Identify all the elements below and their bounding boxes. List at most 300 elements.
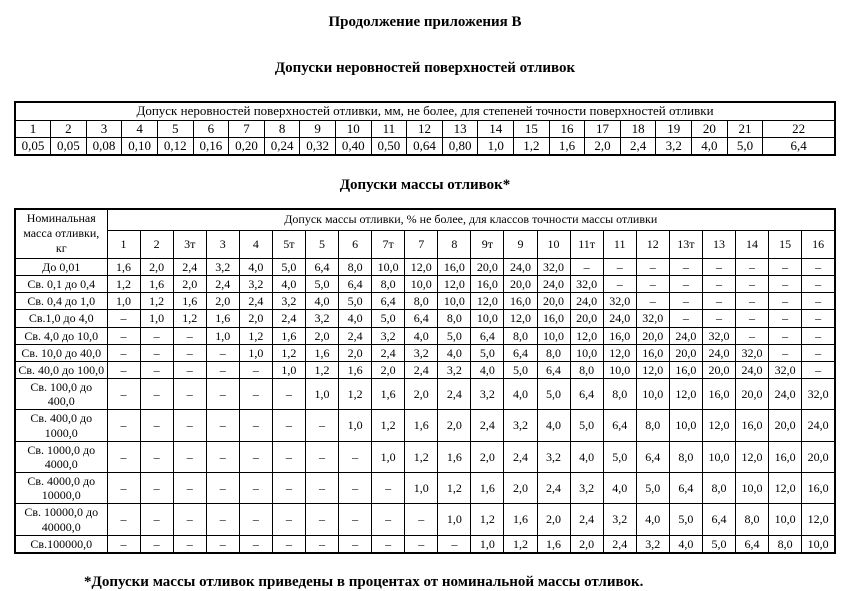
mass-tolerance-cell: –	[239, 361, 272, 378]
mass-class-cell: 2	[140, 231, 173, 259]
tolerance-value-cell: 4,0	[692, 137, 728, 155]
mass-tolerance-cell: 3,2	[239, 276, 272, 293]
tolerance-value-cell: 0,20	[229, 137, 265, 155]
surface-header-row	[15, 102, 835, 120]
mass-tolerance-cell: –	[107, 410, 140, 441]
mass-tolerance-cell: 32,0	[769, 361, 802, 378]
mass-tolerance-cell: 16,0	[603, 327, 636, 344]
mass-tolerance-cell: 3,2	[272, 293, 305, 310]
tolerance-value-cell: 1,2	[514, 137, 550, 155]
mass-tolerance-cell: 32,0	[802, 379, 835, 410]
mass-class-cell: 1	[107, 231, 140, 259]
mass-tolerance-cell: –	[107, 441, 140, 472]
mass-tolerance-cell: 6,4	[372, 293, 405, 310]
mass-tolerance-cell: 8,0	[735, 504, 768, 535]
mass-tolerance-cell: –	[206, 379, 239, 410]
mass-tolerance-cell: 6,4	[339, 276, 372, 293]
mass-tolerance-cell: 1,2	[372, 410, 405, 441]
mass-tolerance-cell: 1,6	[140, 276, 173, 293]
mass-tolerance-cell: –	[272, 379, 305, 410]
mass-tolerance-cell: –	[173, 535, 206, 553]
mass-tolerance-cell: –	[239, 473, 272, 504]
mass-tolerance-cell: –	[339, 535, 372, 553]
mass-tolerance-cell: 20,0	[769, 410, 802, 441]
mass-tolerance-cell: 5,0	[570, 410, 603, 441]
mass-tolerance-cell: 2,4	[206, 276, 239, 293]
mass-tolerance-cell: –	[769, 293, 802, 310]
mass-tolerance-cell: –	[206, 473, 239, 504]
tolerance-value-cell: 0,40	[335, 137, 371, 155]
mass-tolerance-cell: 16,0	[802, 473, 835, 504]
mass-tolerance-cell: –	[173, 504, 206, 535]
tolerance-value-cell: 0,10	[122, 137, 158, 155]
mass-tolerance-cell: –	[173, 327, 206, 344]
mass-tolerance-cell: –	[107, 327, 140, 344]
mass-tolerance-cell: 1,2	[173, 310, 206, 327]
mass-tolerance-cell: 8,0	[702, 473, 735, 504]
mass-tolerance-cell: –	[802, 310, 835, 327]
mass-tolerance-cell: 1,6	[107, 259, 140, 276]
mass-tolerance-cell: 6,4	[669, 473, 702, 504]
page-title: Продолжение приложения В	[328, 14, 522, 30]
mass-tolerance-cell: 5,0	[669, 504, 702, 535]
mass-tolerance-cell: 8,0	[339, 259, 372, 276]
mass-tolerance-cell: 12,0	[405, 259, 438, 276]
mass-tolerance-cell: 20,0	[636, 327, 669, 344]
mass-tolerance-table	[14, 208, 836, 554]
mass-tolerance-cell: –	[669, 276, 702, 293]
degree-cell: 9	[300, 120, 336, 137]
mass-class-cell: 3т	[173, 231, 206, 259]
mass-tolerance-cell: 3,2	[504, 410, 537, 441]
tolerance-value-cell: 1,6	[549, 137, 585, 155]
mass-tolerance-cell: 10,0	[636, 379, 669, 410]
mass-tolerance-cell: 2,0	[405, 379, 438, 410]
mass-tolerance-cell: 1,0	[372, 441, 405, 472]
mass-tolerance-cell: 5,0	[305, 276, 338, 293]
mass-tolerance-cell: 4,0	[669, 535, 702, 553]
mass-tolerance-cell: –	[305, 504, 338, 535]
mass-tolerance-cell: 1,2	[471, 504, 504, 535]
mass-tolerance-cell: 1,2	[438, 473, 471, 504]
mass-tolerance-cell: 2,4	[272, 310, 305, 327]
degree-cell: 18	[620, 120, 656, 137]
mass-table-row	[15, 293, 835, 310]
mass-range-cell: Св. 4000,0 до 10000,0	[15, 473, 107, 504]
mass-tolerance-cell: –	[206, 344, 239, 361]
mass-table-row	[15, 361, 835, 378]
tolerance-value-cell: 0,12	[157, 137, 193, 155]
mass-tolerance-cell: 2,0	[206, 293, 239, 310]
mass-tolerance-cell: 2,4	[603, 535, 636, 553]
mass-tolerance-cell: 4,0	[504, 379, 537, 410]
tolerance-value-cell: 0,64	[407, 137, 443, 155]
mass-tolerance-cell: 6,4	[636, 441, 669, 472]
mass-tolerance-cell: 1,6	[471, 473, 504, 504]
mass-tolerance-cell: –	[669, 259, 702, 276]
mass-tolerance-cell: –	[735, 293, 768, 310]
mass-table-row	[15, 473, 835, 504]
mass-tolerance-cell: –	[372, 535, 405, 553]
mass-tolerance-cell: 1,6	[405, 410, 438, 441]
mass-tolerance-cell: 20,0	[669, 344, 702, 361]
mass-tolerance-cell: –	[272, 473, 305, 504]
mass-table-row	[15, 276, 835, 293]
mass-tolerance-cell: 16,0	[769, 441, 802, 472]
mass-tolerance-cell: 1,2	[305, 361, 338, 378]
mass-tolerance-cell: 2,0	[537, 504, 570, 535]
mass-tolerance-cell: –	[769, 310, 802, 327]
mass-tolerance-cell: 1,0	[471, 535, 504, 553]
surface-section-title: Допуски неровностей поверхностей отливок	[274, 60, 576, 76]
degree-cell: 19	[656, 120, 692, 137]
mass-tolerance-cell: –	[802, 293, 835, 310]
mass-class-cell: 11	[603, 231, 636, 259]
mass-tolerance-cell: 1,2	[239, 327, 272, 344]
mass-range-cell: Св. 400,0 до 1000,0	[15, 410, 107, 441]
mass-table-row	[15, 344, 835, 361]
mass-tolerance-cell: –	[272, 410, 305, 441]
mass-tolerance-cell: –	[769, 259, 802, 276]
mass-tolerance-cell: 3,2	[438, 361, 471, 378]
mass-table-row	[15, 504, 835, 535]
mass-tolerance-cell: 5,0	[702, 535, 735, 553]
mass-tolerance-cell: 1,0	[239, 344, 272, 361]
mass-tolerance-cell: 32,0	[636, 310, 669, 327]
mass-tolerance-cell: –	[802, 276, 835, 293]
degree-cell: 16	[549, 120, 585, 137]
mass-header-row	[15, 209, 835, 231]
mass-tolerance-cell: 1,6	[438, 441, 471, 472]
mass-tolerance-cell: –	[107, 379, 140, 410]
mass-tolerance-cell: 2,0	[140, 259, 173, 276]
mass-class-cell: 8	[438, 231, 471, 259]
mass-tolerance-cell: 1,0	[305, 379, 338, 410]
mass-tolerance-cell: 2,0	[173, 276, 206, 293]
mass-tolerance-cell: 12,0	[735, 441, 768, 472]
mass-class-cell: 7т	[372, 231, 405, 259]
mass-tolerance-cell: 3,2	[603, 504, 636, 535]
mass-tolerance-cell: 20,0	[735, 379, 768, 410]
mass-tolerance-cell: –	[305, 441, 338, 472]
mass-tolerance-cell: 1,0	[272, 361, 305, 378]
mass-class-cell: 9т	[471, 231, 504, 259]
degree-cell: 4	[122, 120, 158, 137]
mass-tolerance-cell: –	[239, 410, 272, 441]
mass-tolerance-cell: –	[173, 441, 206, 472]
mass-table-row	[15, 379, 835, 410]
mass-tolerance-cell: –	[173, 473, 206, 504]
mass-tolerance-cell: 1,6	[372, 379, 405, 410]
mass-tolerance-cell: –	[140, 441, 173, 472]
tolerance-value-cell: 5,0	[727, 137, 763, 155]
mass-table-body	[15, 259, 835, 553]
mass-tolerance-cell: 4,0	[339, 310, 372, 327]
mass-table-row	[15, 259, 835, 276]
mass-tolerance-cell: 4,0	[570, 441, 603, 472]
mass-tolerance-cell: 10,0	[735, 473, 768, 504]
mass-tolerance-cell: 16,0	[702, 379, 735, 410]
mass-tolerance-cell: 2,4	[570, 504, 603, 535]
mass-tolerance-cell: –	[173, 344, 206, 361]
mass-tolerance-cell: 10,0	[372, 259, 405, 276]
tolerance-value-cell: 0,80	[442, 137, 478, 155]
mass-tolerance-cell: 8,0	[504, 327, 537, 344]
mass-class-cell: 11т	[570, 231, 603, 259]
mass-tolerance-cell: –	[140, 410, 173, 441]
mass-tolerance-cell: 3,2	[305, 310, 338, 327]
mass-tolerance-cell: 20,0	[702, 361, 735, 378]
mass-tolerance-cell: 1,6	[173, 293, 206, 310]
mass-tolerance-cell: 2,4	[471, 410, 504, 441]
mass-tolerance-cell: 10,0	[405, 276, 438, 293]
mass-section-title: Допуски массы отливок*	[339, 176, 511, 193]
mass-tolerance-cell: 12,0	[504, 310, 537, 327]
mass-tolerance-cell: 16,0	[537, 310, 570, 327]
mass-tolerance-cell: –	[173, 361, 206, 378]
mass-tolerance-cell: –	[272, 441, 305, 472]
mass-tolerance-cell: –	[702, 293, 735, 310]
mass-tolerance-cell: 1,6	[339, 361, 372, 378]
mass-tolerance-cell: 1,2	[504, 535, 537, 553]
mass-class-cell: 4	[239, 231, 272, 259]
degree-cell: 5	[157, 120, 193, 137]
mass-tolerance-cell: 1,2	[107, 276, 140, 293]
mass-tolerance-cell: 12,0	[636, 361, 669, 378]
mass-tolerance-cell: 2,0	[339, 344, 372, 361]
mass-tolerance-cell: 2,4	[239, 293, 272, 310]
mass-tolerance-cell: 12,0	[438, 276, 471, 293]
mass-tolerance-cell: –	[140, 379, 173, 410]
mass-tolerance-cell: 1,0	[339, 410, 372, 441]
mass-tolerance-cell: 12,0	[769, 473, 802, 504]
mass-tolerance-cell: –	[206, 504, 239, 535]
mass-range-cell: Св. 10,0 до 40,0	[15, 344, 107, 361]
mass-tolerance-cell: 10,0	[603, 361, 636, 378]
mass-tolerance-cell: 2,4	[537, 473, 570, 504]
tolerance-value-cell: 0,50	[371, 137, 407, 155]
mass-tolerance-cell: 10,0	[570, 344, 603, 361]
mass-tolerance-cell: –	[107, 310, 140, 327]
mass-tolerance-cell: 12,0	[669, 379, 702, 410]
mass-range-cell: Св. 100,0 до 400,0	[15, 379, 107, 410]
degree-cell: 3	[86, 120, 122, 137]
mass-tolerance-cell: 6,4	[570, 379, 603, 410]
mass-class-cell: 10	[537, 231, 570, 259]
mass-tolerance-cell: 1,2	[339, 379, 372, 410]
mass-tolerance-cell: 24,0	[669, 327, 702, 344]
mass-tolerance-cell: –	[802, 327, 835, 344]
mass-tolerance-cell: 6,4	[735, 535, 768, 553]
footnote: *Допуски массы отливок приведены в процентах от номинальной массы отливок.	[84, 573, 644, 590]
mass-tolerance-cell: 1,0	[438, 504, 471, 535]
mass-tolerance-cell: –	[206, 535, 239, 553]
mass-tolerance-cell: 24,0	[802, 410, 835, 441]
mass-tolerance-cell: 5,0	[603, 441, 636, 472]
mass-tolerance-cell: 6,4	[471, 327, 504, 344]
mass-tolerance-cell: 16,0	[735, 410, 768, 441]
mass-tolerance-cell: 3,2	[471, 379, 504, 410]
mass-tolerance-cell: 1,6	[537, 535, 570, 553]
mass-tolerance-cell: 16,0	[438, 259, 471, 276]
surface-value-row	[15, 137, 835, 155]
mass-tolerance-cell: 1,2	[272, 344, 305, 361]
mass-tolerance-cell: 1,6	[206, 310, 239, 327]
mass-tolerance-cell: 2,0	[305, 327, 338, 344]
mass-tolerance-cell: 2,4	[173, 259, 206, 276]
tolerance-value-cell: 0,16	[193, 137, 229, 155]
mass-tolerance-cell: 24,0	[769, 379, 802, 410]
degree-cell: 1	[15, 120, 51, 137]
surface-degree-row	[15, 120, 835, 137]
mass-tolerance-cell: –	[702, 276, 735, 293]
degree-cell: 14	[478, 120, 514, 137]
mass-tolerance-cell: 16,0	[669, 361, 702, 378]
tolerance-value-cell: 3,2	[656, 137, 692, 155]
mass-class-cell: 14	[735, 231, 768, 259]
mass-tolerance-cell: 8,0	[603, 379, 636, 410]
mass-tolerance-cell: –	[107, 504, 140, 535]
mass-tolerance-cell: –	[272, 504, 305, 535]
degree-cell: 7	[229, 120, 265, 137]
mass-tolerance-cell: 6,4	[537, 361, 570, 378]
degree-cell: 20	[692, 120, 728, 137]
mass-tolerance-cell: 3,2	[537, 441, 570, 472]
tolerance-value-cell: 0,05	[15, 137, 51, 155]
mass-tolerance-cell: 2,0	[570, 535, 603, 553]
mass-tolerance-cell: –	[206, 361, 239, 378]
mass-tolerance-cell: 20,0	[504, 276, 537, 293]
mass-tolerance-cell: 1,2	[140, 293, 173, 310]
mass-tolerance-cell: 5,0	[504, 361, 537, 378]
mass-tolerance-cell: 32,0	[570, 276, 603, 293]
mass-tolerance-cell: 10,0	[802, 535, 835, 553]
mass-range-cell: До 0,01	[15, 259, 107, 276]
mass-range-cell: Св. 4,0 до 10,0	[15, 327, 107, 344]
mass-tolerance-cell: 16,0	[636, 344, 669, 361]
mass-tolerance-cell: 8,0	[769, 535, 802, 553]
mass-tolerance-cell: –	[438, 535, 471, 553]
mass-tolerance-cell: –	[305, 410, 338, 441]
mass-tolerance-cell: 4,0	[272, 276, 305, 293]
mass-class-cell: 5т	[272, 231, 305, 259]
mass-tolerance-cell: –	[405, 535, 438, 553]
mass-tolerance-cell: 3,2	[570, 473, 603, 504]
mass-tolerance-cell: –	[769, 344, 802, 361]
mass-tolerance-cell: –	[140, 535, 173, 553]
surface-tolerance-table	[14, 101, 836, 156]
mass-tolerance-cell: 5,0	[339, 293, 372, 310]
mass-tolerance-cell: 4,0	[239, 259, 272, 276]
degree-cell: 21	[727, 120, 763, 137]
mass-class-cell: 5	[305, 231, 338, 259]
mass-range-cell: Св. 0,1 до 0,4	[15, 276, 107, 293]
mass-tolerance-cell: 10,0	[669, 410, 702, 441]
mass-tolerance-cell: –	[636, 259, 669, 276]
mass-class-cell: 12	[636, 231, 669, 259]
mass-tolerance-cell: –	[239, 441, 272, 472]
mass-tolerance-cell: 2,4	[405, 361, 438, 378]
mass-tolerance-cell: 10,0	[438, 293, 471, 310]
mass-tolerance-cell: 20,0	[537, 293, 570, 310]
mass-tolerance-cell: 5,0	[438, 327, 471, 344]
mass-tolerance-cell: –	[802, 344, 835, 361]
mass-tolerance-cell: 1,0	[405, 473, 438, 504]
mass-class-cell: 3	[206, 231, 239, 259]
mass-tolerance-cell: –	[107, 473, 140, 504]
mass-tolerance-cell: 8,0	[405, 293, 438, 310]
mass-tolerance-cell: 1,0	[140, 310, 173, 327]
mass-tolerance-cell: –	[669, 310, 702, 327]
mass-range-cell: Св.100000,0	[15, 535, 107, 553]
mass-tolerance-cell: 2,0	[504, 473, 537, 504]
mass-class-cell: 7	[405, 231, 438, 259]
mass-class-cell: 16	[802, 231, 835, 259]
mass-tolerance-cell: 10,0	[537, 327, 570, 344]
mass-tolerance-cell: 20,0	[802, 441, 835, 472]
mass-table-header: Допуск массы отливки, % не более, для классов точности массы отливки	[107, 209, 835, 231]
mass-tolerance-cell: 1,6	[504, 504, 537, 535]
mass-tolerance-cell: 4,0	[537, 410, 570, 441]
mass-tolerance-cell: 2,0	[372, 361, 405, 378]
degree-cell: 11	[371, 120, 407, 137]
mass-tolerance-cell: 24,0	[570, 293, 603, 310]
degree-cell: 2	[51, 120, 87, 137]
mass-class-cell: 15	[769, 231, 802, 259]
mass-table-row	[15, 410, 835, 441]
mass-tolerance-cell: –	[305, 473, 338, 504]
mass-table-row	[15, 441, 835, 472]
mass-tolerance-cell: 24,0	[504, 259, 537, 276]
mass-tolerance-cell: 1,0	[206, 327, 239, 344]
mass-tolerance-cell: 6,4	[504, 344, 537, 361]
mass-tolerance-cell: 12,0	[603, 344, 636, 361]
mass-tolerance-cell: 2,4	[372, 344, 405, 361]
tolerance-value-cell: 2,0	[585, 137, 621, 155]
mass-tolerance-cell: –	[206, 441, 239, 472]
mass-table-row	[15, 327, 835, 344]
mass-tolerance-cell: –	[206, 410, 239, 441]
tolerance-value-cell: 0,08	[86, 137, 122, 155]
mass-tolerance-cell: –	[735, 276, 768, 293]
mass-range-cell: Св. 1000,0 до 4000,0	[15, 441, 107, 472]
degree-cell: 6	[193, 120, 229, 137]
mass-tolerance-cell: –	[603, 259, 636, 276]
mass-tolerance-cell: –	[339, 441, 372, 472]
mass-tolerance-cell: 2,4	[339, 327, 372, 344]
mass-tolerance-cell: 2,0	[438, 410, 471, 441]
tolerance-value-cell: 6,4	[763, 137, 835, 155]
mass-tolerance-cell: –	[140, 327, 173, 344]
mass-tolerance-cell: 3,2	[636, 535, 669, 553]
mass-tolerance-cell: 2,0	[471, 441, 504, 472]
mass-tolerance-cell: 20,0	[471, 259, 504, 276]
mass-tolerance-cell: 1,6	[305, 344, 338, 361]
degree-cell: 17	[585, 120, 621, 137]
mass-tolerance-cell: 16,0	[504, 293, 537, 310]
mass-tolerance-cell: 8,0	[636, 410, 669, 441]
mass-tolerance-cell: 10,0	[702, 441, 735, 472]
mass-tolerance-cell: 32,0	[603, 293, 636, 310]
surface-table-header: Допуск неровностей поверхностей отливки, мм, не более, для степеней точности поверхностей отливки	[15, 102, 835, 120]
mass-tolerance-cell: 16,0	[471, 276, 504, 293]
mass-tolerance-cell: –	[239, 379, 272, 410]
mass-tolerance-cell: –	[802, 361, 835, 378]
mass-tolerance-cell: 8,0	[669, 441, 702, 472]
mass-tolerance-cell: –	[305, 535, 338, 553]
tolerance-value-cell: 0,05	[51, 137, 87, 155]
mass-tolerance-cell: –	[702, 310, 735, 327]
